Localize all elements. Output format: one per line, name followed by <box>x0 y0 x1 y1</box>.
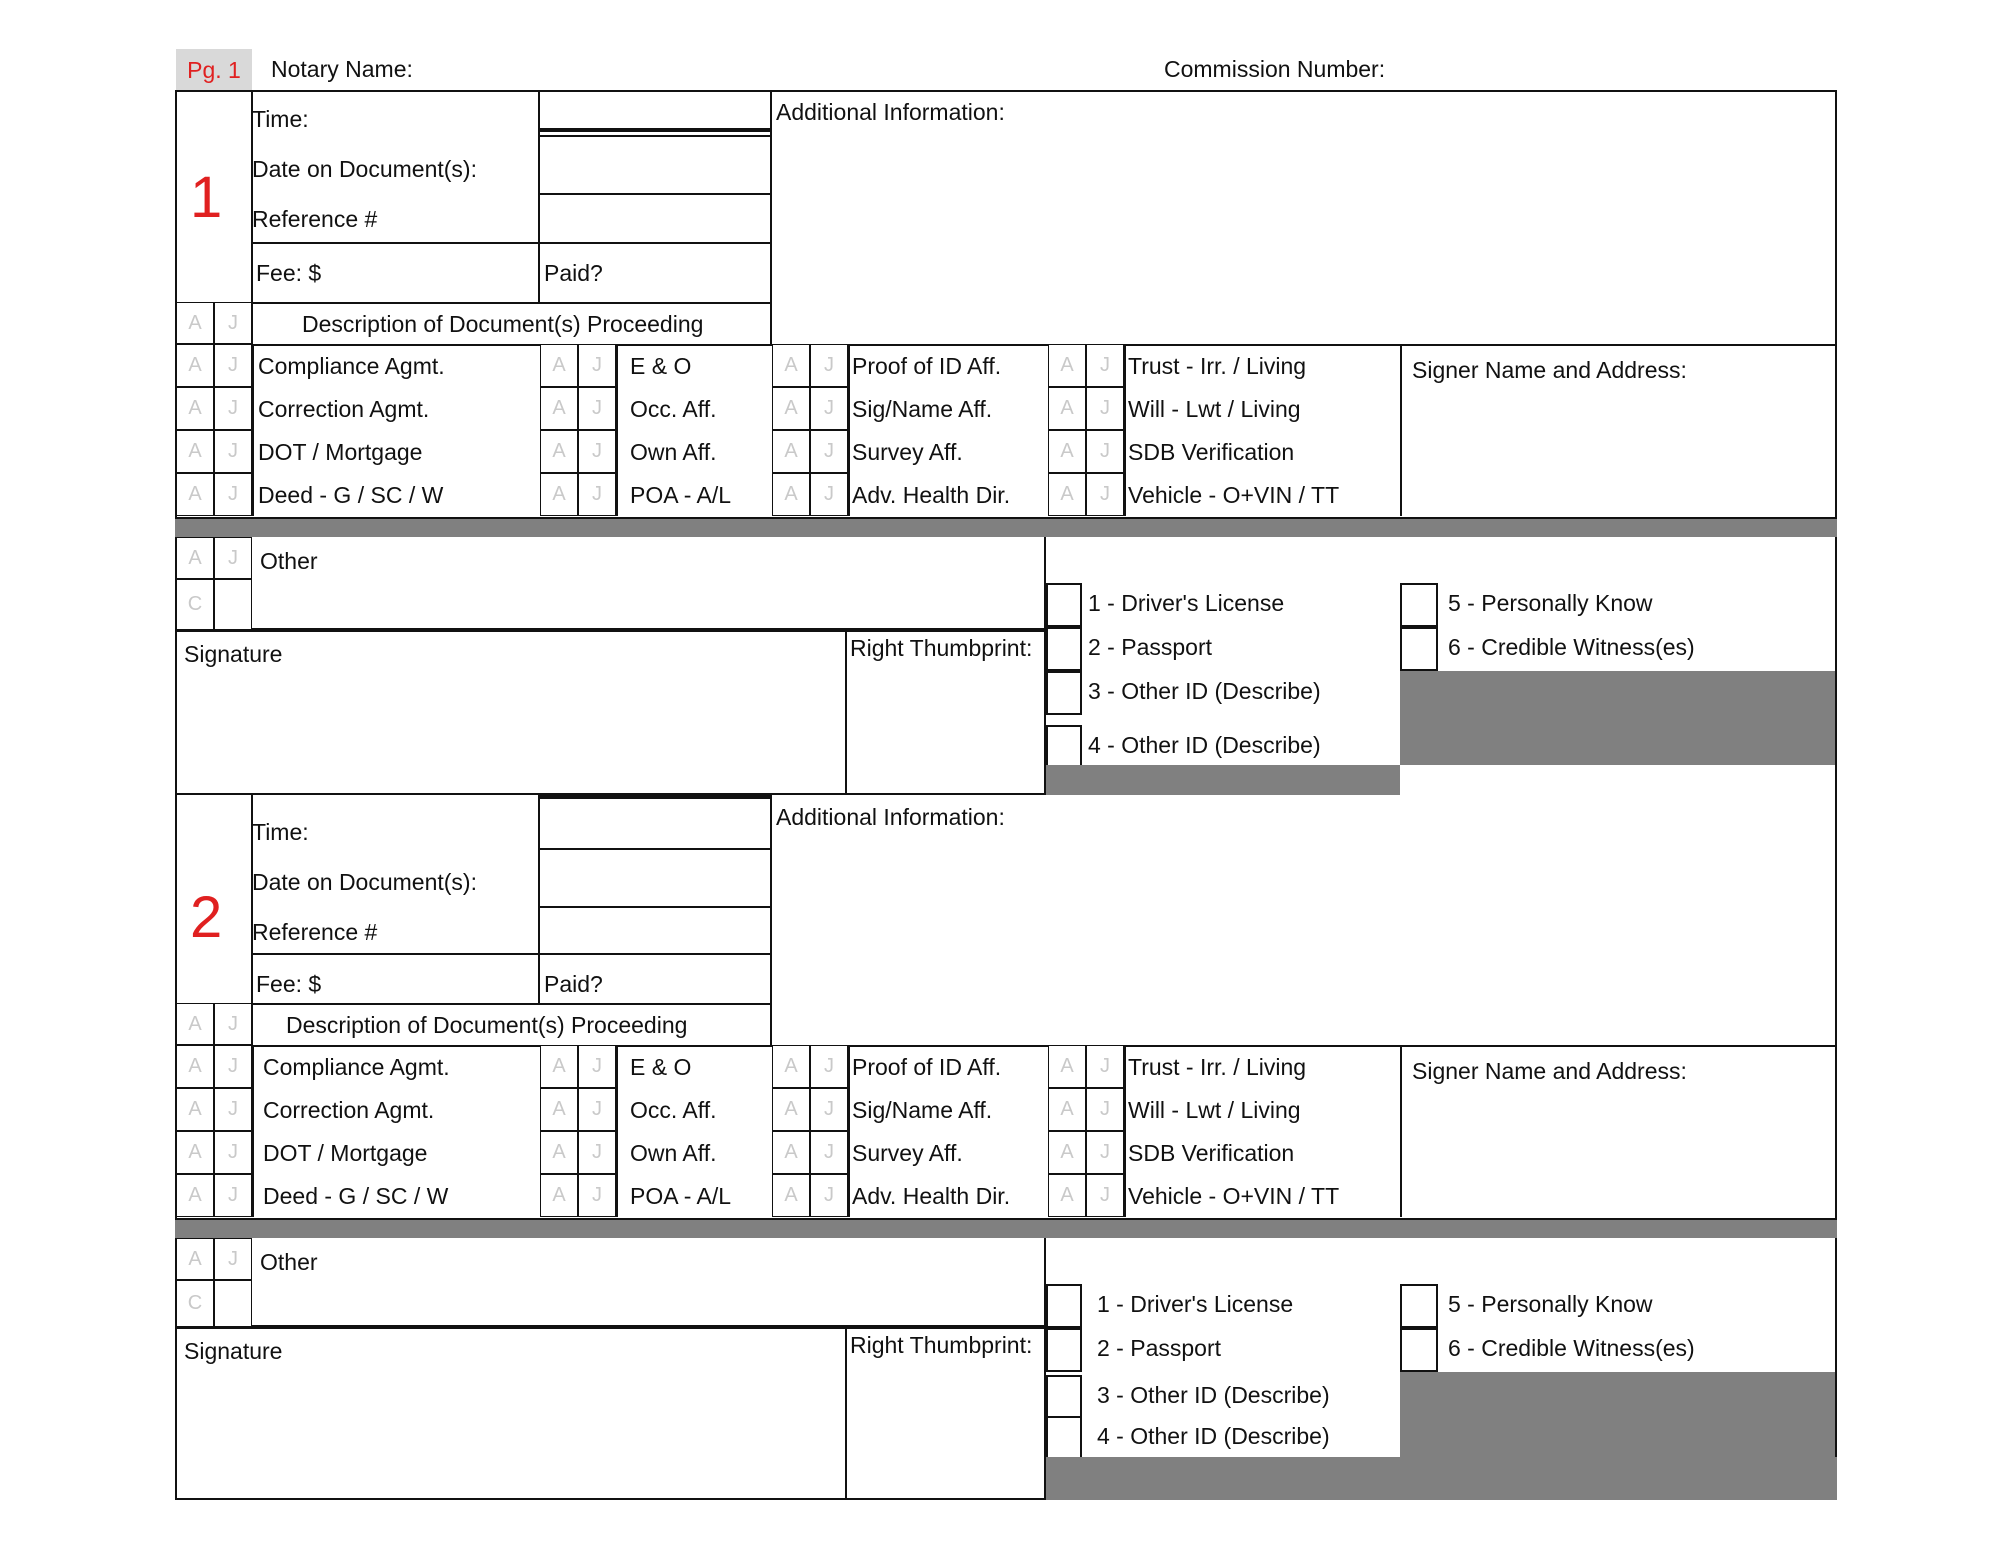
doc-type-label: Adv. Health Dir. <box>852 1183 1011 1209</box>
entry-number: 2 <box>190 885 223 950</box>
signer-name-and-address-label: Signer Name and Address: <box>1412 1058 1687 1084</box>
additional-information-label: Additional Information: <box>776 99 1005 125</box>
rule-line <box>616 1045 618 1217</box>
separator-band <box>175 1220 1837 1238</box>
a-checkbox[interactable]: A <box>540 1131 578 1174</box>
a-checkbox[interactable]: A <box>772 387 810 430</box>
a-checkbox[interactable]: A <box>176 1174 214 1217</box>
a-checkbox[interactable]: A <box>176 1045 214 1088</box>
a-checkbox[interactable]: A <box>1048 1174 1086 1217</box>
rule-line <box>252 344 254 516</box>
doc-type-label: Trust - Irr. / Living <box>1128 353 1307 379</box>
j-checkbox[interactable]: J <box>214 1238 252 1280</box>
blank-checkbox[interactable] <box>214 1280 252 1327</box>
a-checkbox[interactable]: A <box>176 1131 214 1174</box>
rule-line <box>845 630 847 795</box>
j-checkbox[interactable]: J <box>578 1174 616 1217</box>
doc-type-label: Correction Agmt. <box>258 396 430 422</box>
doc-type-label: E & O <box>630 1054 692 1080</box>
a-checkbox[interactable]: A <box>1048 344 1086 387</box>
id-option-label: 6 - Credible Witness(es) <box>1448 1335 1695 1361</box>
time-input[interactable] <box>538 128 770 132</box>
a-checkbox[interactable]: A <box>772 1131 810 1174</box>
doc-type-label: Vehicle - O+VIN / TT <box>1128 1183 1340 1209</box>
doc-type-label: Proof of ID Aff. <box>852 1054 1002 1080</box>
j-checkbox[interactable]: J <box>1086 473 1124 516</box>
id-checkbox[interactable] <box>1046 1375 1082 1419</box>
id-checkbox[interactable] <box>1400 583 1438 627</box>
notary-name-label: Notary Name: <box>271 56 413 82</box>
doc-type-label: Proof of ID Aff. <box>852 353 1002 379</box>
doc-type-label: SDB Verification <box>1128 439 1295 465</box>
blank-checkbox[interactable] <box>214 579 252 630</box>
id-option-label: 5 - Personally Know <box>1448 590 1653 616</box>
rule-line <box>848 344 850 516</box>
j-checkbox[interactable]: J <box>214 1174 252 1217</box>
doc-type-label: POA - A/L <box>630 1183 731 1209</box>
doc-types-top-line <box>175 1045 1837 1047</box>
signature-label: Signature <box>184 1338 283 1364</box>
rule-line <box>1124 344 1126 516</box>
rule-line <box>845 1327 847 1500</box>
j-checkbox[interactable]: J <box>810 473 848 516</box>
j-checkbox[interactable]: J <box>578 1088 616 1131</box>
doc-type-label: Vehicle - O+VIN / TT <box>1128 482 1340 508</box>
a-checkbox[interactable]: A <box>540 1045 578 1088</box>
description-of-documents-label: Description of Document(s) Proceeding <box>286 1012 688 1038</box>
j-checkbox[interactable]: J <box>810 1131 848 1174</box>
doc-type-label: SDB Verification <box>1128 1140 1295 1166</box>
fee-row-line <box>251 953 770 955</box>
time-label: Time: <box>252 106 309 132</box>
description-header-line <box>175 302 770 304</box>
id-option-label: 5 - Personally Know <box>1448 1291 1653 1317</box>
rule-line <box>616 344 618 516</box>
j-checkbox[interactable]: J <box>578 387 616 430</box>
rule-line <box>252 1045 254 1217</box>
j-checkbox[interactable]: J <box>1086 1174 1124 1217</box>
a-checkbox[interactable]: A <box>772 1045 810 1088</box>
shaded-area <box>1400 1372 1835 1457</box>
j-checkbox[interactable]: J <box>810 387 848 430</box>
a-checkbox[interactable]: A <box>1048 1088 1086 1131</box>
j-checkbox[interactable]: J <box>1086 387 1124 430</box>
description-header-line <box>175 1003 770 1005</box>
j-checkbox[interactable]: J <box>810 430 848 473</box>
other-label: Other <box>260 548 318 574</box>
j-checkbox[interactable]: J <box>214 537 252 579</box>
doc-type-label: Sig/Name Aff. <box>852 1097 993 1123</box>
fee-row-line <box>251 242 770 244</box>
j-checkbox[interactable]: J <box>578 344 616 387</box>
date-on-document-label: Date on Document(s): <box>252 156 477 182</box>
signer-column-line <box>1400 344 1402 516</box>
date-on-document-label: Date on Document(s): <box>252 869 477 895</box>
description-of-documents-label: Description of Document(s) Proceeding <box>302 311 704 337</box>
a-checkbox[interactable]: A <box>176 1088 214 1131</box>
signer-name-and-address-label: Signer Name and Address: <box>1412 357 1687 383</box>
id-option-label: 2 - Passport <box>1088 634 1212 660</box>
id-option-label: 3 - Other ID (Describe) <box>1097 1382 1330 1408</box>
a-checkbox[interactable]: A <box>1048 430 1086 473</box>
a-checkbox[interactable]: A <box>772 344 810 387</box>
a-checkbox[interactable]: A <box>772 1174 810 1217</box>
id-checkbox[interactable] <box>1046 627 1082 671</box>
j-checkbox[interactable]: J <box>578 473 616 516</box>
time-field-line <box>538 848 770 850</box>
j-checkbox[interactable]: J <box>1086 1131 1124 1174</box>
doc-type-label: Will - Lwt / Living <box>1128 1097 1301 1123</box>
a-checkbox[interactable]: A <box>176 387 214 430</box>
j-checkbox[interactable]: J <box>214 473 252 516</box>
a-checkbox[interactable]: A <box>176 302 214 344</box>
j-checkbox[interactable]: J <box>214 1088 252 1131</box>
right-thumbprint-label: Right Thumbprint: <box>850 635 1033 661</box>
j-checkbox[interactable]: J <box>1086 1045 1124 1088</box>
id-checkbox[interactable] <box>1046 671 1082 715</box>
a-checkbox[interactable]: A <box>540 430 578 473</box>
id-checkbox[interactable] <box>1046 1416 1082 1460</box>
additional-information-label: Additional Information: <box>776 804 1005 830</box>
commission-number-label: Commission Number: <box>1164 56 1386 82</box>
doc-type-label: Adv. Health Dir. <box>852 482 1011 508</box>
a-checkbox[interactable]: A <box>176 344 214 387</box>
a-checkbox[interactable]: A <box>176 537 214 579</box>
doc-type-label: POA - A/L <box>630 482 731 508</box>
other-label: Other <box>260 1249 318 1275</box>
a-checkbox[interactable]: A <box>176 473 214 516</box>
id-option-label: 6 - Credible Witness(es) <box>1448 634 1695 660</box>
rule-line <box>770 795 772 1045</box>
a-checkbox[interactable]: A <box>772 473 810 516</box>
id-option-label: 3 - Other ID (Describe) <box>1088 678 1321 704</box>
j-checkbox[interactable]: J <box>1086 430 1124 473</box>
j-checkbox[interactable]: J <box>214 302 252 344</box>
j-checkbox[interactable]: J <box>1086 1088 1124 1131</box>
separator-band <box>175 519 1837 537</box>
id-checkbox[interactable] <box>1400 1284 1438 1328</box>
time-field-line <box>538 135 770 137</box>
rule-line <box>848 1045 850 1217</box>
id-checkbox[interactable] <box>1046 725 1082 769</box>
id-option-label: 2 - Passport <box>1097 1335 1221 1361</box>
j-checkbox[interactable]: J <box>214 344 252 387</box>
time-input[interactable] <box>538 795 770 799</box>
right-thumbprint-label: Right Thumbprint: <box>850 1332 1033 1358</box>
j-checkbox[interactable]: J <box>578 430 616 473</box>
reference-number-label: Reference # <box>252 206 378 232</box>
rule-line <box>538 795 540 1003</box>
date-field-line <box>538 906 770 908</box>
j-checkbox[interactable]: J <box>214 430 252 473</box>
j-checkbox[interactable]: J <box>810 344 848 387</box>
doc-type-label: Occ. Aff. <box>630 1097 717 1123</box>
j-checkbox[interactable]: J <box>578 1045 616 1088</box>
a-checkbox[interactable]: A <box>176 430 214 473</box>
doc-type-label: Own Aff. <box>630 1140 717 1166</box>
rule-line <box>538 90 540 302</box>
signer-column-line <box>1400 1045 1402 1217</box>
doc-type-label: Deed - G / SC / W <box>263 1183 449 1209</box>
rule-line <box>1124 1045 1126 1217</box>
id-option-label: 1 - Driver's License <box>1097 1291 1294 1317</box>
doc-type-label: DOT / Mortgage <box>258 439 423 465</box>
j-checkbox[interactable]: J <box>810 1174 848 1217</box>
paid-label: Paid? <box>544 260 603 286</box>
id-checkbox[interactable] <box>1400 1328 1438 1372</box>
doc-type-label: Sig/Name Aff. <box>852 396 993 422</box>
j-checkbox[interactable]: J <box>578 1131 616 1174</box>
shaded-area <box>1400 671 1835 765</box>
a-checkbox[interactable]: A <box>1048 473 1086 516</box>
doc-type-label: Correction Agmt. <box>263 1097 435 1123</box>
reference-number-label: Reference # <box>252 919 378 945</box>
doc-type-label: Occ. Aff. <box>630 396 717 422</box>
a-checkbox[interactable]: A <box>772 1088 810 1131</box>
j-checkbox[interactable]: J <box>810 1088 848 1131</box>
doc-types-top-line <box>175 344 1837 346</box>
date-field-line <box>538 193 770 195</box>
doc-type-label: Own Aff. <box>630 439 717 465</box>
j-checkbox[interactable]: J <box>1086 344 1124 387</box>
id-checkbox[interactable] <box>1400 627 1438 671</box>
a-checkbox[interactable]: A <box>540 344 578 387</box>
a-checkbox[interactable]: A <box>176 1238 214 1280</box>
shaded-area <box>1046 765 1400 795</box>
doc-type-label: Will - Lwt / Living <box>1128 396 1301 422</box>
doc-type-label: DOT / Mortgage <box>263 1140 428 1166</box>
doc-type-label: Survey Aff. <box>852 439 963 465</box>
a-checkbox[interactable]: A <box>1048 387 1086 430</box>
id-checkbox[interactable] <box>1046 1284 1082 1328</box>
paid-label: Paid? <box>544 971 603 997</box>
fee-label: Fee: $ <box>256 260 322 286</box>
j-checkbox[interactable]: J <box>214 1003 252 1045</box>
a-checkbox[interactable]: A <box>1048 1045 1086 1088</box>
page-label: Pg. 1 <box>176 49 252 91</box>
j-checkbox[interactable]: J <box>810 1045 848 1088</box>
shaded-area <box>1046 1457 1837 1500</box>
rule-line <box>770 90 772 344</box>
a-checkbox[interactable]: A <box>540 1088 578 1131</box>
time-label: Time: <box>252 819 309 845</box>
doc-type-label: Deed - G / SC / W <box>258 482 444 508</box>
id-checkbox[interactable] <box>1046 1328 1082 1372</box>
c-checkbox[interactable]: C <box>176 579 214 630</box>
id-option-label: 1 - Driver's License <box>1088 590 1285 616</box>
doc-type-label: Trust - Irr. / Living <box>1128 1054 1307 1080</box>
fee-label: Fee: $ <box>256 971 322 997</box>
c-checkbox[interactable]: C <box>176 1280 214 1327</box>
j-checkbox[interactable]: J <box>214 387 252 430</box>
a-checkbox[interactable]: A <box>772 430 810 473</box>
j-checkbox[interactable]: J <box>214 1131 252 1174</box>
entry-number: 1 <box>190 165 223 230</box>
a-checkbox[interactable]: A <box>176 1003 214 1045</box>
a-checkbox[interactable]: A <box>540 1174 578 1217</box>
a-checkbox[interactable]: A <box>540 473 578 516</box>
doc-type-label: Survey Aff. <box>852 1140 963 1166</box>
signature-label: Signature <box>184 641 283 667</box>
j-checkbox[interactable]: J <box>214 1045 252 1088</box>
a-checkbox[interactable]: A <box>1048 1131 1086 1174</box>
id-option-label: 4 - Other ID (Describe) <box>1088 732 1321 758</box>
a-checkbox[interactable]: A <box>540 387 578 430</box>
doc-type-label: Compliance Agmt. <box>263 1054 450 1080</box>
id-checkbox[interactable] <box>1046 583 1082 627</box>
id-option-label: 4 - Other ID (Describe) <box>1097 1423 1330 1449</box>
doc-type-label: E & O <box>630 353 692 379</box>
doc-type-label: Compliance Agmt. <box>258 353 445 379</box>
